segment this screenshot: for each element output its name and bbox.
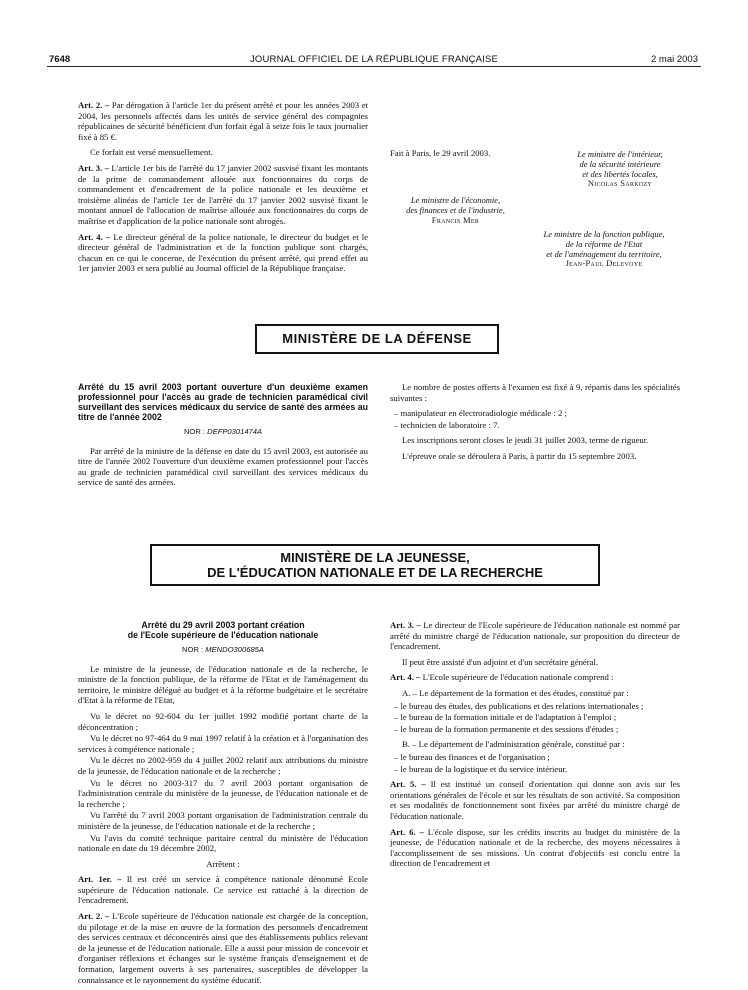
defense-nor: NOR : DEFP0301474A [183, 427, 263, 436]
header-rule [47, 66, 701, 67]
list-item: – le bureau de la logistique et du service intérieur. [394, 763, 568, 774]
education-article-1: Art. 1er. – Il est créé un service à compétence nationale dénommé Ecole supérieure de l'éducation nationale. Ce service est rattaché à la direction de l'encadrement. [78, 874, 369, 906]
education-article-2: Art. 2. – L'Ecole supérieure de l'éducation nationale est chargée de la conception, du pilotage et de la mise en œuvre de la formation des personnels d'encadrement des services centraux et déconcentrés ainsi que des établissements publics relevant de la jeunesse et de l'éducation nationale. Elle a aussi pour mission de concevoir et d'organiser réflexions et échanges sur le système français d'enseignement et de formation, largement ouverts à ses partenaires, susceptibles de développer la connaissance et le rayonnement du système éducatif. [78, 911, 368, 985]
list-item: – le bureau des études, des publications et des relations internationales ; [394, 700, 644, 711]
list-item: – technicien de laboratoire : 7. [394, 419, 500, 430]
education-nor: NOR : MENDO300685A [182, 645, 264, 654]
education-article-3: Art. 3. – Le directeur de l'Ecole supérieure de l'éducation nationale est nommé par arrêté du ministre chargé de l'éducation nationale, sur proposition du directeur de l'encadrement. [390, 620, 680, 652]
list-item: – le bureau des finances et de l'organisation ; [394, 751, 550, 762]
signature-fonction-publique: Le ministre de la fonction publique, de la réforme de l'Etat et de l'aménagement du territoire, Jean-Paul Delevoye [543, 229, 665, 269]
top-left-column [78, 100, 368, 279]
education-right-column [390, 620, 680, 874]
signature-economie: Le ministre de l'économie, des finances et de l'industrie, Francis Mer [406, 195, 505, 225]
visa: Vu le décret no 2003-317 du 7 avril 2003 portant organisation de l'administration centrale du ministère de la jeunesse, de l'éducation nationale et de la recherche ; [78, 777, 368, 809]
education-decree-title: Arrêté du 29 avril 2003 portant création de l'Ecole supérieure de l'éducation nationale [127, 620, 319, 640]
visa: Vu l'arrêté du 7 avril 2003 portant organisation de l'administration centrale du ministère de la jeunesse, de l'éducation nationale et de la recherche ; [78, 810, 368, 831]
list-item: – le bureau de la formation initiale et de l'adaptation à l'emploi ; [394, 712, 617, 723]
page-number: 7648 [49, 54, 71, 65]
education-article-3-paragraph: Il peut être assisté d'un adjoint et d'un secrétaire général. [402, 656, 599, 667]
education-article-4: Art. 4. – L'Ecole supérieure de l'éducation nationale comprend : [390, 672, 614, 683]
defense-left-column [78, 382, 368, 493]
education-preamble: Le ministre de la jeunesse, de l'éducation nationale et de la recherche, le ministre de la fonction publique, de la réforme de l'Etat et de l'aménagement du territoire, le ministre délégué au budget et à la réforme budgétaire et le secrétaire d'Etat à la réforme de l'Etat, [78, 663, 368, 706]
department-a: A. – Le département de la formation et des études, constitué par : [402, 687, 629, 698]
article-4: Art. 4. – Le directeur général de la police nationale, le directeur du budget et le directeur général de l'administration et de la fonction publique sont chargés, chacun en ce qui le concerne, de l'exécution du présent arrêté, qui prend effet au 1er janvier 2003 et sera publié au Journal officiel de la République française. [78, 231, 369, 274]
ministry-education-box [150, 544, 600, 586]
issue-date: 2 mai 2003 [650, 54, 698, 65]
ministry-education-title-line-1: MINISTÈRE DE LA JEUNESSE, [280, 550, 470, 565]
department-b: B. – Le département de l'administration générale, constitué par : [402, 739, 625, 750]
article-3: Art. 3. – L'article 1er bis de l'arrêté du 17 janvier 2002 susvisé fixant les montants de la prime de commandement allouée aux fonctionnaires du corps de commandement et d'encadrement de la police nationale et les deuxième et troisième alinéas de l'article 1er de l'arrêté du 17 janvier 2002 susvisé fixant le montant annuel de l'allocation de maîtrise allouée aux fonctionnaires du corps de maîtrise et d'application de la police nationale sont abrogés. [78, 162, 368, 226]
visa: Vu l'avis du comité technique paritaire central du ministère de l'éducation nationale en date du 19 décembre 2002, [78, 832, 368, 854]
defense-right-column [390, 382, 680, 467]
signature-interieur: Le ministre de l'intérieur, de la sécurité intérieure et des libertés locales, Nicolas Sarkozy [577, 149, 663, 189]
page-header [0, 0, 748, 72]
ministry-education-title-line-2: DE L'ÉDUCATION NATIONALE ET DE LA RECHERCHE [207, 565, 543, 580]
defense-paragraph-2: Le nombre de postes offerts à l'examen est fixé à 9, répartis dans les spécialités suivantes : [390, 382, 680, 403]
journal-title: JOURNAL OFFICIEL DE LA RÉPUBLIQUE FRANÇAISE [249, 54, 499, 65]
list-item: – le bureau de la formation permanente et des sessions d'études ; [394, 723, 619, 734]
defense-paragraph-4: L'épreuve orale se déroulera à Paris, à partir du 15 septembre 2003. [402, 450, 637, 461]
list-item: – manipulateur en électroradiologie médicale : 2 ; [394, 408, 567, 419]
ministry-defense-title: MINISTÈRE DE LA DÉFENSE [282, 331, 472, 346]
defense-decree-title: Arrêté du 15 avril 2003 portant ouverture d'un deuxième examen professionnel pour l'accès au grade de technicien paramédical civil surveillant des services médicaux du service de santé des armées au titre de l'année 2002 [78, 382, 368, 422]
visa: Vu le décret no 2002-959 du 4 juillet 2002 relatif aux attributions du ministre de la jeunesse, de l'éducation nationale et de la recherche ; [78, 755, 368, 776]
defense-paragraph-1: Par arrêté de la ministre de la défense en date du 15 avril 2003, est autorisée au titre de l'année 2002 l'ouverture d'un deuxième examen professionnel pour l'accès au grade de technicien paramédical civil surveillant des services médicaux du service de santé des armées. [78, 445, 368, 488]
fait-a-paris: Fait à Paris, le 29 avril 2003. [390, 148, 491, 158]
education-article-5: Art. 5. – Il est institué un conseil d'orientation qui donne son avis sur les orientations générales de l'école et sur les résultats de son activité. Sa composition et ses modalités de fonctionnement sont fixées par arrêté du ministre chargé de l'éducation nationale. [390, 779, 681, 821]
education-left-column [78, 620, 368, 990]
article-2-paragraph: Ce forfait est versé mensuellement. [90, 147, 213, 158]
article-2: Art. 2. – Par dérogation à l'article 1er du présent arrêté et pour les années 2003 et 2004, les personnels affectés dans les unités de service général des compagnies républicaines de sécurité bénéficient d'un forfait égal à seize fois le taux journalier fixé à 85 €. [78, 100, 368, 142]
education-article-6: Art. 6. – L'école dispose, sur les crédits inscrits au budget du ministère de la jeunesse, de l'éducation nationale et de la recherche, des moyens nécessaires à l'accomplissement de ses missions. Un contrat d'objectifs est conclu entre la direction de l'encadrement et [390, 826, 681, 869]
ministry-defense-box [255, 324, 499, 354]
defense-paragraph-3: Les inscriptions seront closes le jeudi 31 juillet 2003, terme de rigueur. [402, 435, 649, 446]
visa: Vu le décret no 97-464 du 9 mai 1997 relatif à la création et à l'organisation des services à compétence nationale ; [78, 733, 368, 754]
arretent: Arrêtent : [206, 858, 240, 869]
visa: Vu le décret no 92-604 du 1er juillet 1992 modifié portant charte de la déconcentration ; [78, 710, 368, 732]
